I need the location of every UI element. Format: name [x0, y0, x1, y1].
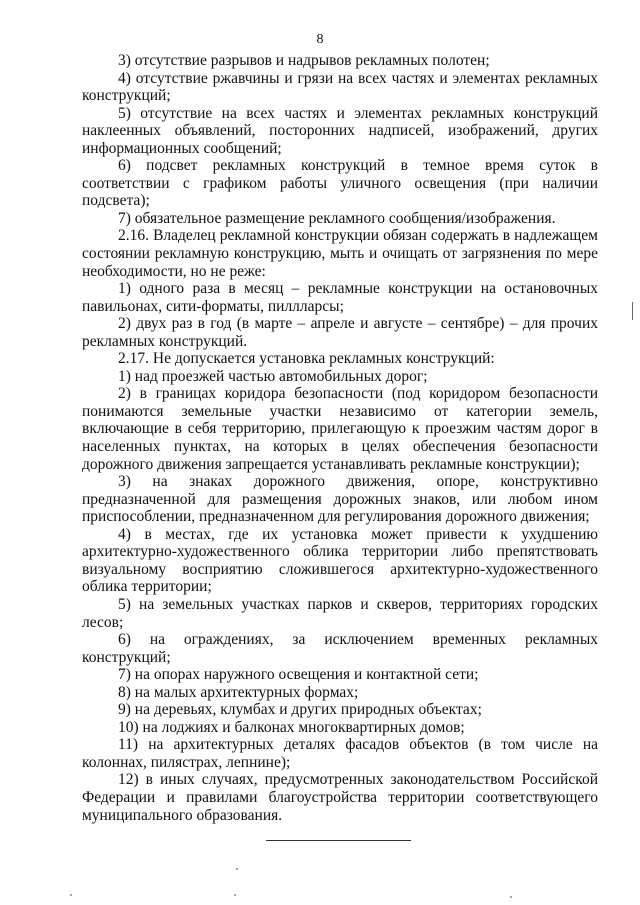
scan-speck [236, 868, 238, 870]
paragraph-2-17-item-9: 9) на деревьях, клумбах и других природных объектах; [118, 701, 482, 719]
paragraph-2-16-item-1: 1) одного раза в месяц – рекламные конструкции на остановочных павильонах, сити-форматы, пиллларсы; [82, 280, 598, 315]
paragraph-item-4: 4) отсутствие ржавчины и грязи на всех частях и элементах рекламных конструкций; [82, 69, 598, 105]
paragraph-item-3: 3) отсутствие разрывов и надрывов рекламных полотен; [118, 52, 490, 69]
paragraph-item-6: 6) подсвет рекламных конструкций в темное время суток в соответствии с графиком работы уличного освещения (при наличии подсвета); [82, 157, 598, 210]
scan-margin-mark [632, 302, 633, 320]
paragraph-2-17-item-12: 12) в иных случаях, предусмотренных законодательством Российской Федерации и правилами благоустройства территории соответствующего муниципального образования. [82, 771, 598, 824]
paragraph-2-17-item-5: 5) на земельных участках парков и скверов, территориях городских лесов; [82, 595, 598, 631]
scan-speck [234, 894, 236, 896]
paragraph-2-17-item-8: 8) на малых архитектурных формах; [118, 683, 359, 701]
paragraph-2-17-item-11: 11) на архитектурных деталях фасадов объектов (в том числе на колоннах, пилястрах, лепнине); [82, 736, 598, 771]
end-divider-line [266, 840, 411, 841]
paragraph-2-17-item-4: 4) в местах, где их установка может привести к ухудшению архитектурно-художественного облика территории либо препятствовать визуальному восприятию сложившегося архитектурно-художественного облика территории; [82, 525, 598, 596]
paragraph-2-17-item-3: 3) на знаках дорожного движения, опоре, конструктивно предназначенной для размещения дорожных знаков, или любом ином приспособлении, предназначенном для регулирования дорожного движения; [82, 473, 598, 526]
paragraph-2-16-item-2: 2) двух раз в год (в марте – апреле и августе – сентябре) – для прочих рекламных конструкций. [82, 315, 598, 350]
paragraph-clause-2-17: 2.17. Не допускается установка рекламных конструкций: [118, 350, 495, 368]
paragraph-2-17-item-7: 7) на опорах наружного освещения и контактной сети; [118, 666, 479, 684]
paragraph-2-17-item-6: 6) на ограждениях, за исключением временных рекламных конструкций; [82, 631, 598, 666]
paragraph-2-17-item-1: 1) над проезжей частью автомобильных дорог; [118, 367, 428, 385]
paragraph-clause-2-16: 2.16. Владелец рекламной конструкции обязан содержать в надлежащем состоянии рекламную конструкцию, мыть и очищать от загрязнения по мере необходимости, но не реже: [82, 227, 598, 280]
paragraph-2-17-item-10: 10) на лоджиях и балконах многоквартирных домов; [118, 718, 465, 736]
paragraph-item-5: 5) отсутствие на всех частях и элементах рекламных конструкций наклеенных объявлений, посторонних надписей, изображений, других информационных сообщений; [82, 104, 598, 157]
scan-speck [70, 894, 72, 896]
paragraph-2-17-item-2: 2) в границах коридора безопасности (под коридором безопасности понимаются земельные участки независимо от категории земель, включающие в себя территорию, прилегающую к проезжим частям дорог в населенных пунктах, на которых в целях обеспечения безопасности дорожного движения запрещается устанавливать рекламные конструкции); [82, 385, 598, 473]
page-number: 8 [316, 32, 324, 47]
document-body [82, 52, 598, 824]
paragraph-item-7: 7) обязательное размещение рекламного сообщения/изображения. [118, 209, 556, 227]
scan-speck [510, 896, 512, 898]
